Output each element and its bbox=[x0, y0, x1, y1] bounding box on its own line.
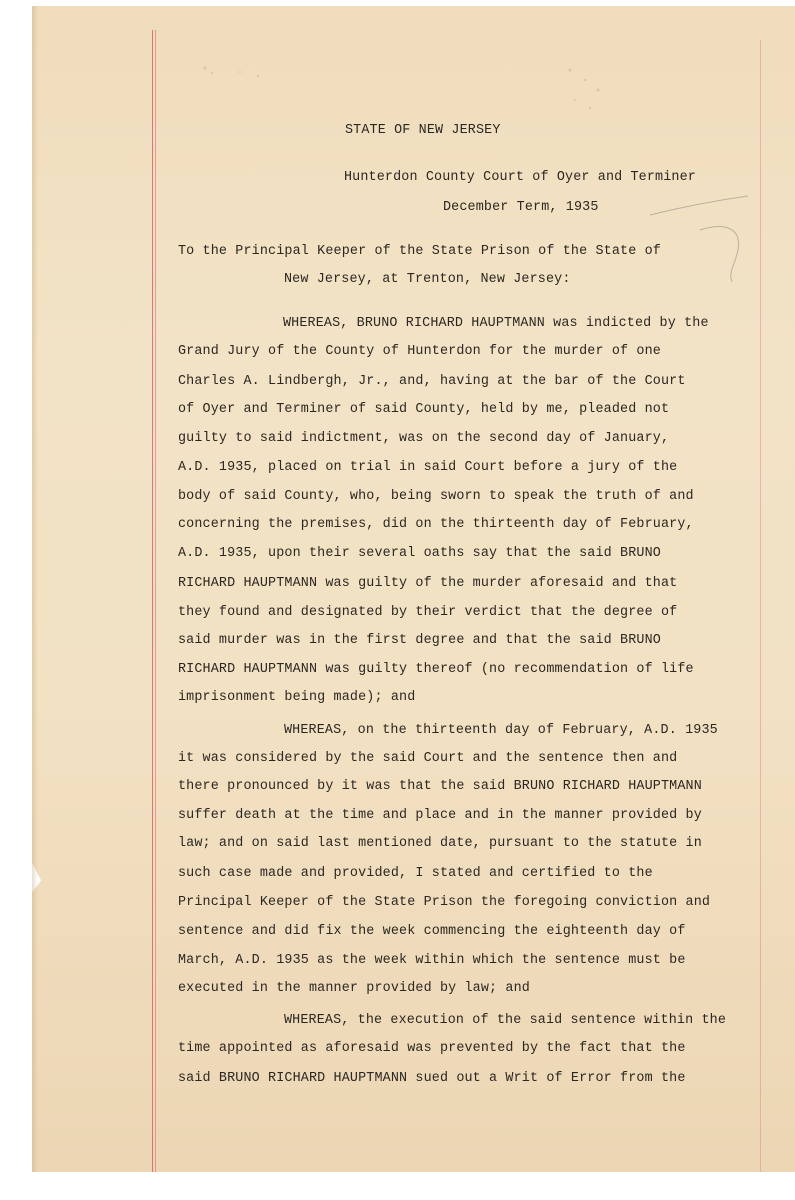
body-line: A.D. 1935, upon their several oaths say that the said BRUNO bbox=[178, 546, 661, 561]
body-line: concerning the premises, did on the thirteenth day of February, bbox=[178, 517, 694, 532]
body-line: RICHARD HAUPTMANN was guilty of the murder aforesaid and that bbox=[178, 576, 678, 591]
header-court: Hunterdon County Court of Oyer and Terminer bbox=[344, 170, 696, 185]
body-line: suffer death at the time and place and in the manner provided by bbox=[178, 808, 702, 823]
body-line: time appointed as aforesaid was prevented by the fact that the bbox=[178, 1041, 686, 1056]
body-line: of Oyer and Terminer of said County, held by me, pleaded not bbox=[178, 402, 670, 417]
body-line: A.D. 1935, placed on trial in said Court before a jury of the bbox=[178, 460, 678, 475]
address-line-2: New Jersey, at Trenton, New Jersey: bbox=[284, 272, 571, 287]
header-term: December Term, 1935 bbox=[443, 200, 599, 215]
body-line: Grand Jury of the County of Hunterdon for the murder of one bbox=[178, 344, 661, 359]
body-line: said murder was in the first degree and that the said BRUNO bbox=[178, 633, 661, 648]
body-line: Principal Keeper of the State Prison the foregoing conviction and bbox=[178, 895, 711, 910]
body-line: WHEREAS, the execution of the said sentence within the bbox=[284, 1013, 727, 1028]
body-line: there pronounced by it was that the said BRUNO RICHARD HAUPTMANN bbox=[178, 779, 702, 794]
body-line: executed in the manner provided by law; and bbox=[178, 981, 530, 996]
body-line: Charles A. Lindbergh, Jr., and, having at the bar of the Court bbox=[178, 374, 686, 389]
body-line: said BRUNO RICHARD HAUPTMANN sued out a Writ of Error from the bbox=[178, 1071, 686, 1086]
body-line: WHEREAS, on the thirteenth day of February, A.D. 1935 bbox=[284, 723, 718, 738]
address-line-1: To the Principal Keeper of the State Prison of the State of bbox=[178, 244, 661, 259]
body-line: they found and designated by their verdict that the degree of bbox=[178, 605, 678, 620]
body-line: WHEREAS, BRUNO RICHARD HAUPTMANN was indicted by the bbox=[283, 316, 709, 331]
body-line: such case made and provided, I stated and certified to the bbox=[178, 866, 653, 881]
body-line: law; and on said last mentioned date, pursuant to the statute in bbox=[178, 836, 702, 851]
body-line: imprisonment being made); and bbox=[178, 690, 416, 705]
body-line: body of said County, who, being sworn to speak the truth of and bbox=[178, 489, 694, 504]
body-line: RICHARD HAUPTMANN was guilty thereof (no recommendation of life bbox=[178, 662, 694, 677]
body-line: sentence and did fix the week commencing the eighteenth day of bbox=[178, 924, 686, 939]
body-line: guilty to said indictment, was on the second day of January, bbox=[178, 431, 670, 446]
body-line: March, A.D. 1935 as the week within which the sentence must be bbox=[178, 953, 686, 968]
body-line: it was considered by the said Court and the sentence then and bbox=[178, 751, 678, 766]
header-state: STATE OF NEW JERSEY bbox=[345, 123, 501, 138]
